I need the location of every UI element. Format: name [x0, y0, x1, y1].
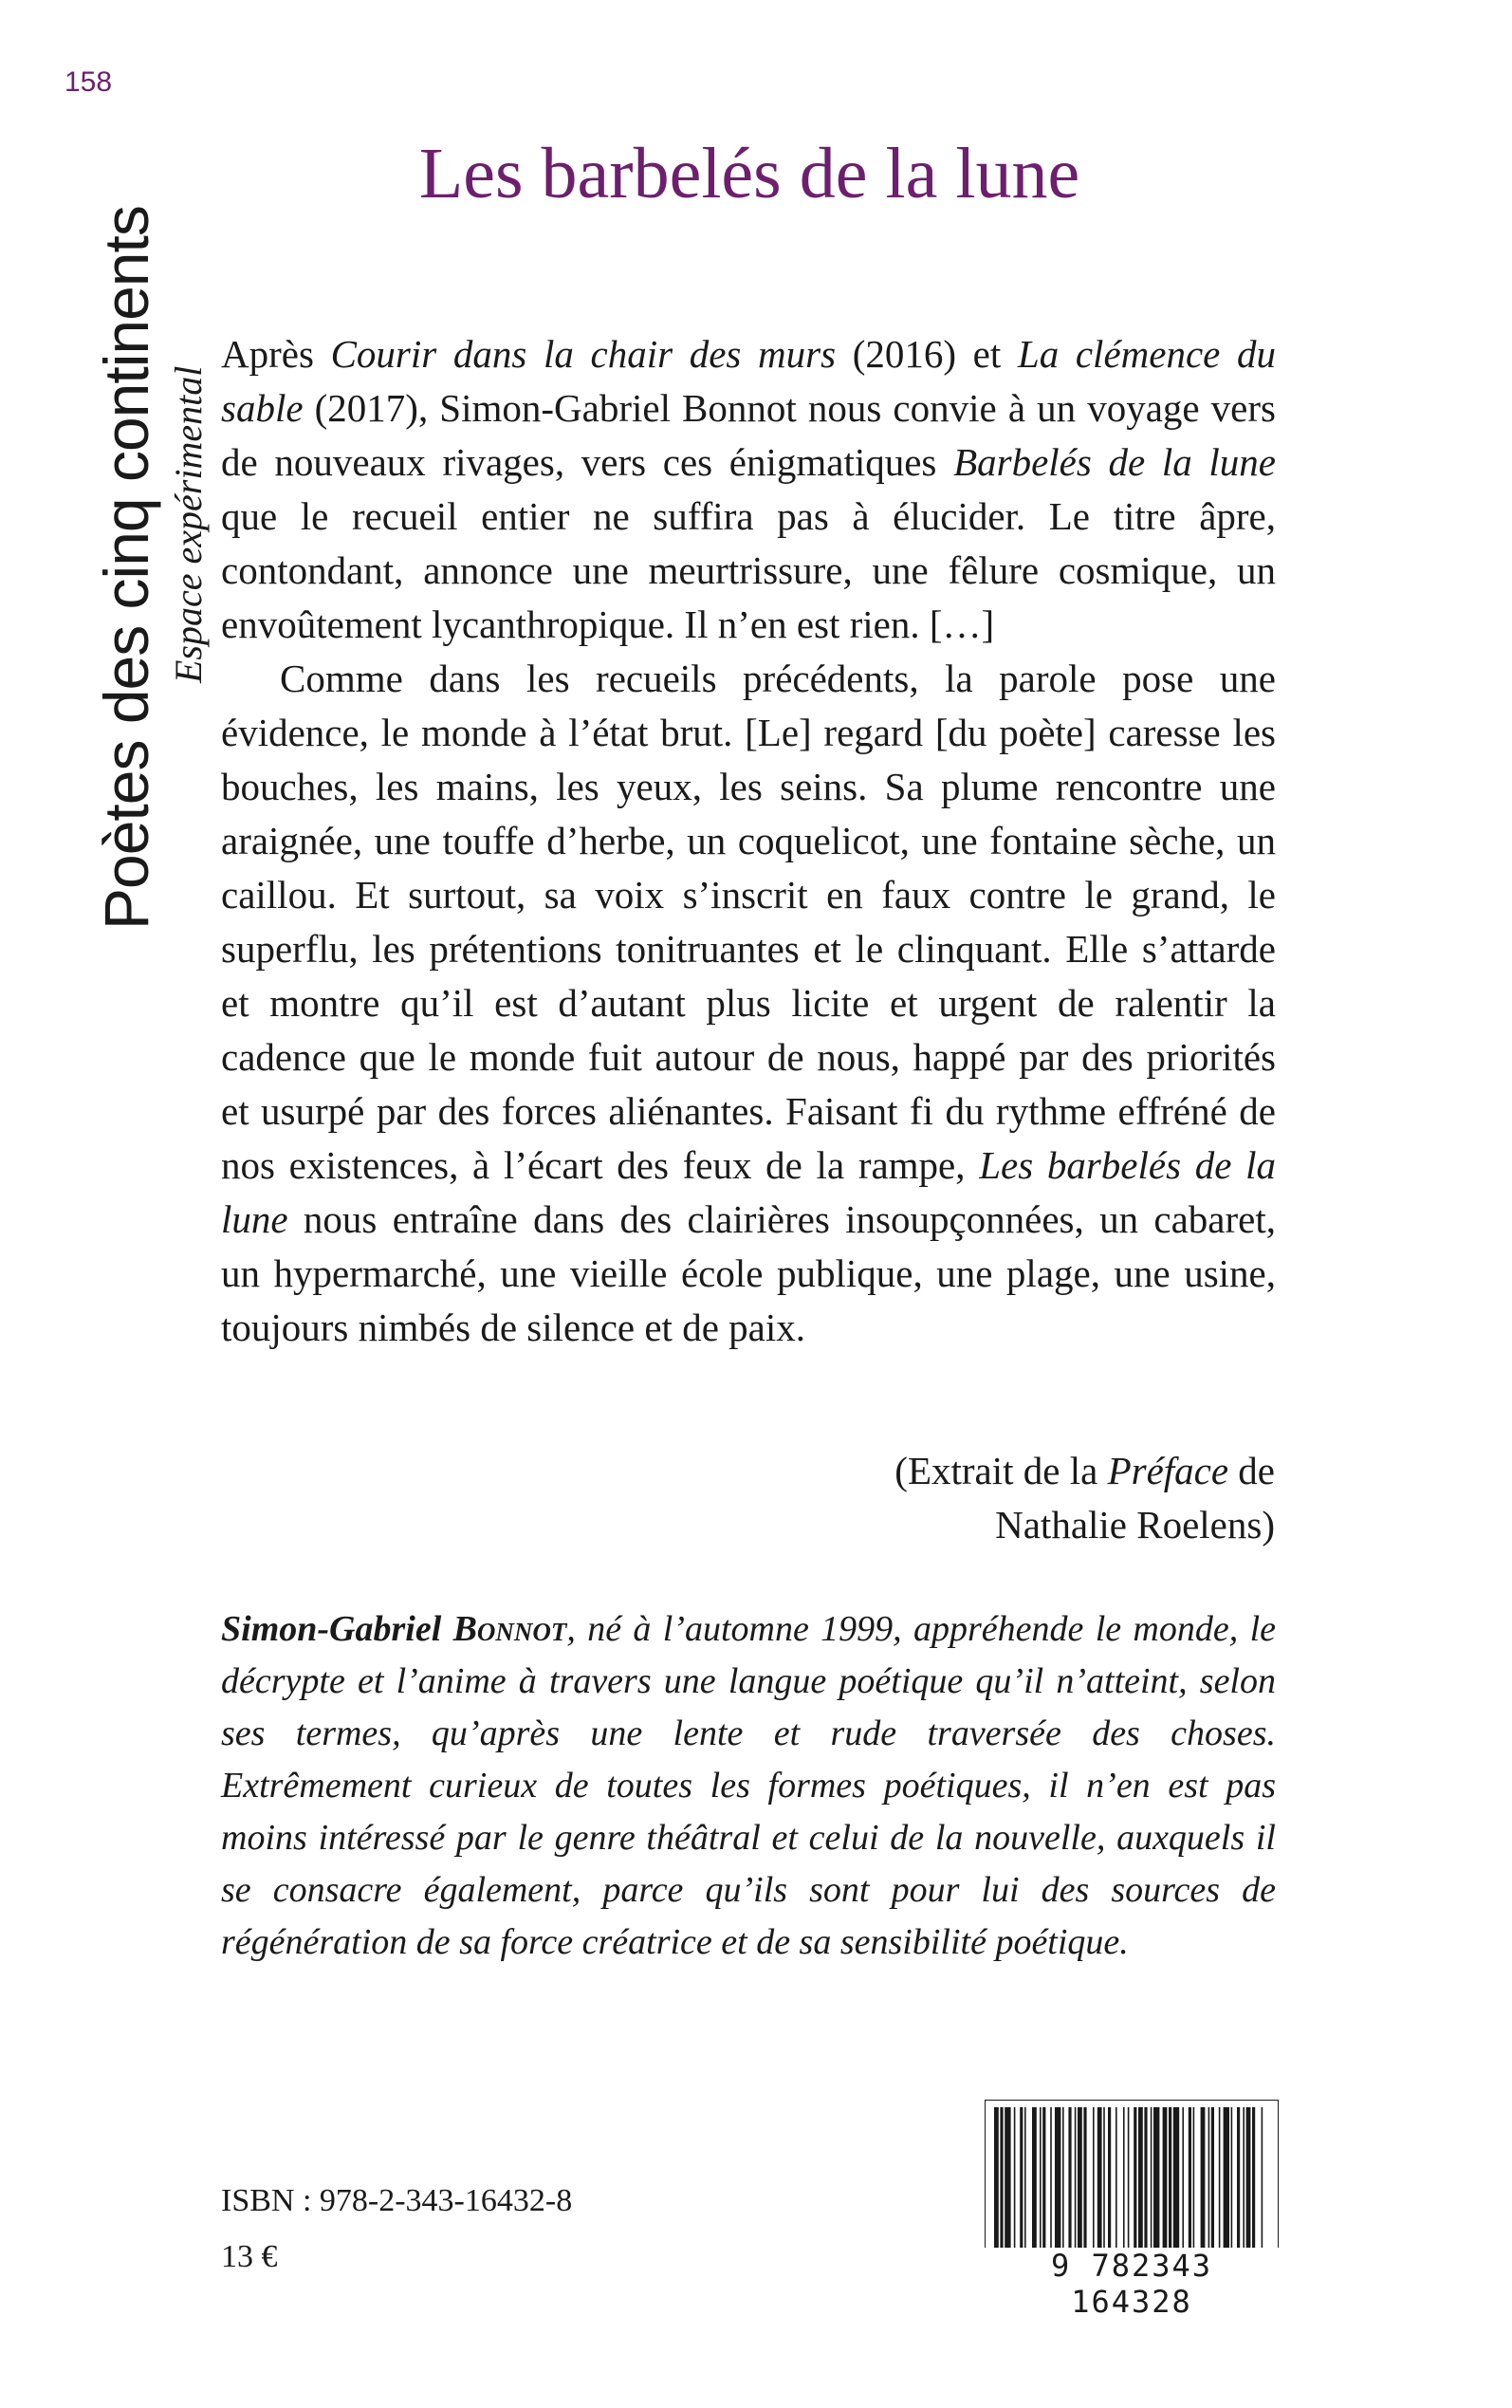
- barcode-bar: [1103, 2107, 1105, 2250]
- barcode-bar: [1123, 2107, 1125, 2250]
- barcode-bar: [1262, 2107, 1263, 2250]
- series-subtitle: Espace expérimental: [167, 365, 210, 683]
- blurb-run: Après: [221, 332, 331, 376]
- author-name: [221, 1609, 566, 1649]
- blurb-run: nous entraîne dans des clairières insoupçonnées, un cabaret, un hypermarché, une vieille école publique, une plage, une usine, toujours nimbés de silence et de paix.: [221, 1197, 1276, 1349]
- barcode-bar: [1151, 2107, 1152, 2250]
- isbn: ISBN : 978-2-343-16432-8: [221, 2183, 573, 2218]
- blurb-run: que le recueil entier ne suffira pas à élucider. Le titre âpre, contondant, annonce une meurtrissure, une fêlure cosmique, un envoûtement lycanthropique. Il n’en est rien. […]: [221, 494, 1276, 646]
- barcode-bar: [1024, 2107, 1026, 2250]
- barcode-bar: [994, 2107, 999, 2250]
- blurb-run: Comme dans les recueils précédents, la parole pose une évidence, le monde à l’état brut. [Le] regard [du poète] caresse les bouches, les mains, les yeux, les seins. Sa plume rencontre une araignée, une touffe d’herbe, un coquelicot, une fontaine sèche, un caillou. Et surtout, sa voix s’inscrit en faux contre le grand, le superflu, les prétentions tonitruantes et le clinquant. Elle s’attarde et montre qu’il est d’autant plus licite et urgent de ralentir la cadence que le monde fuit autour de nous, happé par des priorités et usurpé par des forces aliénantes. Faisant fi du rythme effréné de nos existences, à l’écart des feux de la rampe,: [221, 657, 1276, 1187]
- barcode-bar: [1189, 2107, 1191, 2250]
- blurb-run: Courir dans la chair des murs: [330, 332, 837, 376]
- barcode-digits: 9 782343 164328: [985, 2248, 1279, 2320]
- barcode-bar: [1246, 2107, 1251, 2250]
- blurb-run: (2017), Simon-Gabriel Bonnot nous convie à un voyage vers de nouveaux rivages, vers ces énigmatiques: [221, 386, 1276, 484]
- barcode-bar: [1055, 2107, 1060, 2250]
- barcode-bar: [1032, 2107, 1037, 2250]
- barcode-bar: [1219, 2107, 1221, 2250]
- barcode: [985, 2100, 1279, 2320]
- barcode-bar: [1243, 2107, 1245, 2250]
- barcode-bar: [1138, 2107, 1143, 2250]
- attribution-suffix: de: [1228, 1449, 1275, 1492]
- author-bio: [221, 1603, 1276, 1969]
- attribution-prefix: (Extrait de la: [894, 1449, 1108, 1492]
- blurb-run: Les barbelés de la lune: [221, 1143, 1276, 1241]
- blurb-paragraph-1: [221, 327, 1276, 652]
- barcode-bar: [1078, 2107, 1082, 2250]
- page-number: 158: [65, 66, 113, 98]
- barcode-bar: [1075, 2107, 1077, 2250]
- barcode-bar: [1083, 2107, 1086, 2250]
- barcode-bar: [1134, 2107, 1136, 2250]
- preface-attribution: [706, 1444, 1275, 1552]
- blurb-run: Barbelés de la lune: [953, 440, 1277, 484]
- barcode-bar: [1093, 2107, 1095, 2250]
- attribution-work: Préface: [1107, 1449, 1229, 1492]
- author-first-name: Simon-Gabriel: [221, 1609, 453, 1649]
- author-last-name: Bonnot: [452, 1609, 567, 1649]
- barcode-bar: [1201, 2107, 1206, 2250]
- barcode-bar: [1097, 2107, 1102, 2250]
- barcode-bar: [1042, 2107, 1045, 2250]
- blurb-paragraph-2: [221, 652, 1276, 1355]
- barcode-bar: [1062, 2107, 1064, 2250]
- barcode-bar: [1182, 2107, 1184, 2250]
- barcode-bar: [1000, 2107, 1003, 2250]
- barcode-bar: [1068, 2107, 1071, 2250]
- bio-text: , né à l’automne 1999, appréhende le monde, le décrypte et l’anime à travers une langue poétique qu’il n’atteint, selon ses termes, qu’après une lente et rude traversée des choses. Extrêmement curieux de toutes les formes poétiques, il n’en est pas moins intéressé par le genre théâtral et celui de la nouvelle, auxquels il se consacre également, parce qu’ils sont pour lui des sources de régénération de sa force créatrice et de sa sensibilité poétique.: [221, 1609, 1276, 1962]
- price: 13 €: [221, 2239, 278, 2274]
- barcode-bar: [1193, 2107, 1195, 2250]
- barcode-bar: [1040, 2107, 1042, 2250]
- barcode-bar: [1050, 2107, 1052, 2250]
- barcode-bar: [1237, 2107, 1240, 2250]
- barcode-bar: [1005, 2107, 1010, 2250]
- barcode-bar: [1108, 2107, 1111, 2250]
- barcode-bar: [1144, 2107, 1147, 2250]
- barcode-bar: [1169, 2107, 1171, 2250]
- blurb-run: La clémence du sable: [221, 332, 1276, 430]
- barcode-bar: [1252, 2107, 1255, 2250]
- series-spine: [38, 152, 210, 930]
- barcode-bar: [1224, 2107, 1229, 2250]
- barcode-bar: [1211, 2107, 1214, 2250]
- barcode-bar: [1020, 2107, 1023, 2250]
- barcode-bar: [1231, 2107, 1233, 2250]
- attribution-author: Nathalie Roelens): [995, 1503, 1275, 1547]
- barcode-bar: [1153, 2107, 1159, 2250]
- barcode-bar: [1014, 2107, 1016, 2250]
- barcode-bar: [1208, 2107, 1210, 2250]
- blurb-text: [221, 327, 1276, 1355]
- barcode-bar: [1128, 2107, 1130, 2250]
- barcode-bar: [1163, 2107, 1168, 2250]
- blurb-run: (2016) et: [836, 332, 1018, 376]
- barcode-bar: [1116, 2107, 1117, 2250]
- book-title: Les barbelés de la lune: [418, 134, 1080, 213]
- barcode-bar: [1173, 2107, 1179, 2250]
- series-name: Poètes des cinq continents: [91, 206, 161, 930]
